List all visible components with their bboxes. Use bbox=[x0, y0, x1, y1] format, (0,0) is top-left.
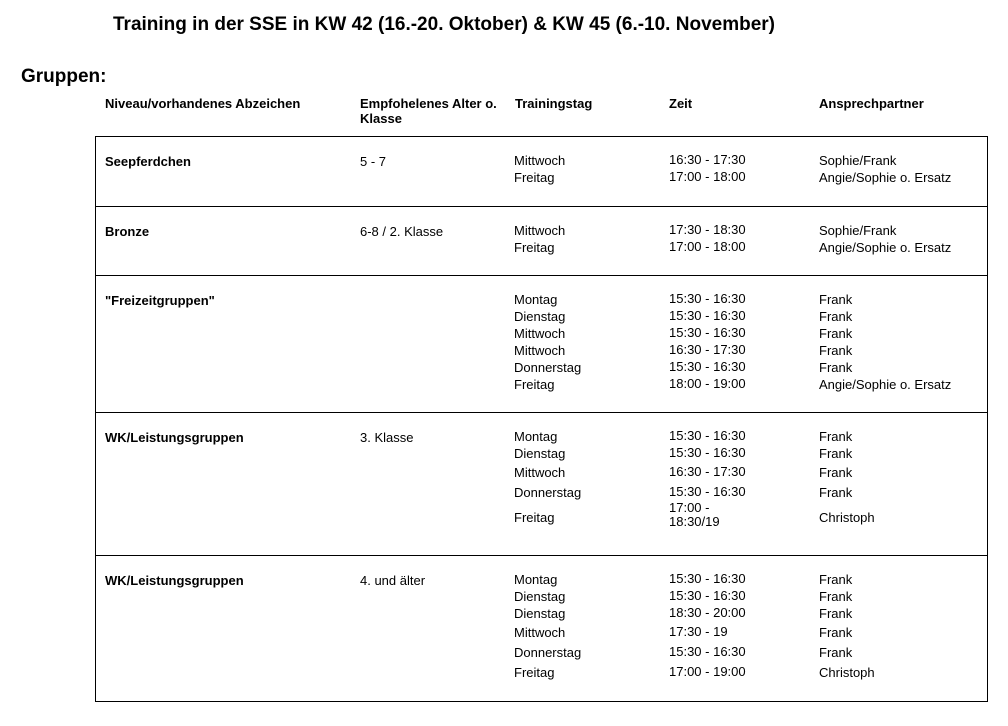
session-time: 15:30 - 16:30 bbox=[669, 291, 746, 306]
session-contact: Sophie/Frank bbox=[819, 153, 897, 168]
session-time: 16:30 - 17:30 bbox=[669, 342, 746, 357]
session-time: 18:00 - 19:00 bbox=[669, 376, 746, 391]
group-age: 4. und älter bbox=[360, 573, 426, 588]
session-time: 17:00 - 18:00 bbox=[669, 169, 746, 184]
group-age: 3. Klasse bbox=[360, 430, 414, 445]
session-day: Freitag bbox=[514, 170, 555, 185]
header-zeit: Zeit bbox=[669, 96, 693, 111]
session-contact: Frank bbox=[819, 465, 853, 480]
session-time: 17:00 - 18:00 bbox=[669, 239, 746, 254]
session-day: Montag bbox=[514, 429, 558, 444]
session-time: 15:30 - 16:30 bbox=[669, 359, 746, 374]
session-time: 16:30 - 17:30 bbox=[669, 464, 746, 479]
session-contact: Frank bbox=[819, 645, 853, 660]
session-time: 15:30 - 16:30 bbox=[669, 325, 746, 340]
session-day: Donnerstag bbox=[514, 645, 582, 660]
group-age: 5 - 7 bbox=[360, 154, 387, 169]
session-contact: Frank bbox=[819, 606, 853, 621]
session-time: 17:30 - 18:30 bbox=[669, 222, 746, 237]
session-time: 17:00 - 18:30/19 bbox=[669, 500, 720, 529]
session-contact: Frank bbox=[819, 360, 853, 375]
session-day: Mittwoch bbox=[514, 223, 566, 238]
session-contact: Christoph bbox=[819, 665, 875, 680]
header-trainingstag: Trainingstag bbox=[515, 96, 593, 111]
session-day: Freitag bbox=[514, 510, 555, 525]
session-contact: Frank bbox=[819, 446, 853, 461]
session-day: Dienstag bbox=[514, 606, 566, 621]
session-time: 16:30 - 17:30 bbox=[669, 152, 746, 167]
session-time: 18:30 - 20:00 bbox=[669, 605, 746, 620]
session-contact: Christoph bbox=[819, 510, 875, 525]
session-contact: Sophie/Frank bbox=[819, 223, 897, 238]
session-time: 15:30 - 16:30 bbox=[669, 445, 746, 460]
group-name: Bronze bbox=[105, 224, 150, 239]
session-contact: Frank bbox=[819, 589, 853, 604]
header-alter-line2: Klasse bbox=[360, 111, 402, 126]
group-row bbox=[96, 412, 987, 555]
session-day: Montag bbox=[514, 292, 558, 307]
header-alter-line1: Empfohelenes Alter o. bbox=[360, 96, 497, 111]
session-day: Dienstag bbox=[514, 446, 566, 461]
group-name: WK/Leistungsgruppen bbox=[105, 430, 244, 445]
group-name: "Freizeitgruppen" bbox=[105, 293, 215, 308]
session-contact: Frank bbox=[819, 429, 853, 444]
group-name: WK/Leistungsgruppen bbox=[105, 573, 244, 588]
session-contact: Angie/Sophie o. Ersatz bbox=[819, 240, 952, 255]
session-day: Dienstag bbox=[514, 309, 566, 324]
session-day: Mittwoch bbox=[514, 326, 566, 341]
session-contact: Frank bbox=[819, 292, 853, 307]
session-day: Mittwoch bbox=[514, 625, 566, 640]
session-day: Freitag bbox=[514, 377, 555, 392]
session-time: 15:30 - 16:30 bbox=[669, 588, 746, 603]
session-time: 15:30 - 16:30 bbox=[669, 571, 746, 586]
session-day: Dienstag bbox=[514, 589, 566, 604]
session-time: 17:00 - 19:00 bbox=[669, 664, 746, 679]
session-time: 15:30 - 16:30 bbox=[669, 308, 746, 323]
group-row bbox=[96, 137, 987, 206]
header-alter bbox=[360, 96, 497, 126]
session-time: 15:30 - 16:30 bbox=[669, 644, 746, 659]
document-title: Training in der SSE in KW 42 (16.-20. Oktober) & KW 45 (6.-10. November) bbox=[113, 14, 775, 35]
session-contact: Frank bbox=[819, 326, 853, 341]
group-row bbox=[96, 206, 987, 275]
group-row bbox=[96, 275, 987, 412]
group-name: Seepferdchen bbox=[105, 154, 191, 169]
section-heading: Gruppen: bbox=[21, 66, 107, 87]
session-contact: Frank bbox=[819, 485, 853, 500]
session-contact: Angie/Sophie o. Ersatz bbox=[819, 170, 952, 185]
session-day: Donnerstag bbox=[514, 360, 582, 375]
session-day: Montag bbox=[514, 572, 558, 587]
schedule-table bbox=[95, 136, 988, 702]
session-day: Freitag bbox=[514, 240, 555, 255]
session-contact: Frank bbox=[819, 343, 853, 358]
session-time: 17:30 - 19 bbox=[669, 624, 728, 639]
header-niveau: Niveau/vorhandenes Abzeichen bbox=[105, 96, 301, 111]
session-day: Freitag bbox=[514, 665, 555, 680]
session-time: 15:30 - 16:30 bbox=[669, 428, 746, 443]
session-contact: Frank bbox=[819, 625, 853, 640]
session-day: Mittwoch bbox=[514, 153, 566, 168]
session-time: 15:30 - 16:30 bbox=[669, 484, 746, 499]
session-day: Donnerstag bbox=[514, 485, 582, 500]
session-day: Mittwoch bbox=[514, 465, 566, 480]
group-age: 6-8 / 2. Klasse bbox=[360, 224, 444, 239]
session-contact: Angie/Sophie o. Ersatz bbox=[819, 377, 952, 392]
session-contact: Frank bbox=[819, 572, 853, 587]
group-row bbox=[96, 555, 987, 703]
header-ansprechpartner: Ansprechpartner bbox=[819, 96, 924, 111]
session-contact: Frank bbox=[819, 309, 853, 324]
session-day: Mittwoch bbox=[514, 343, 566, 358]
